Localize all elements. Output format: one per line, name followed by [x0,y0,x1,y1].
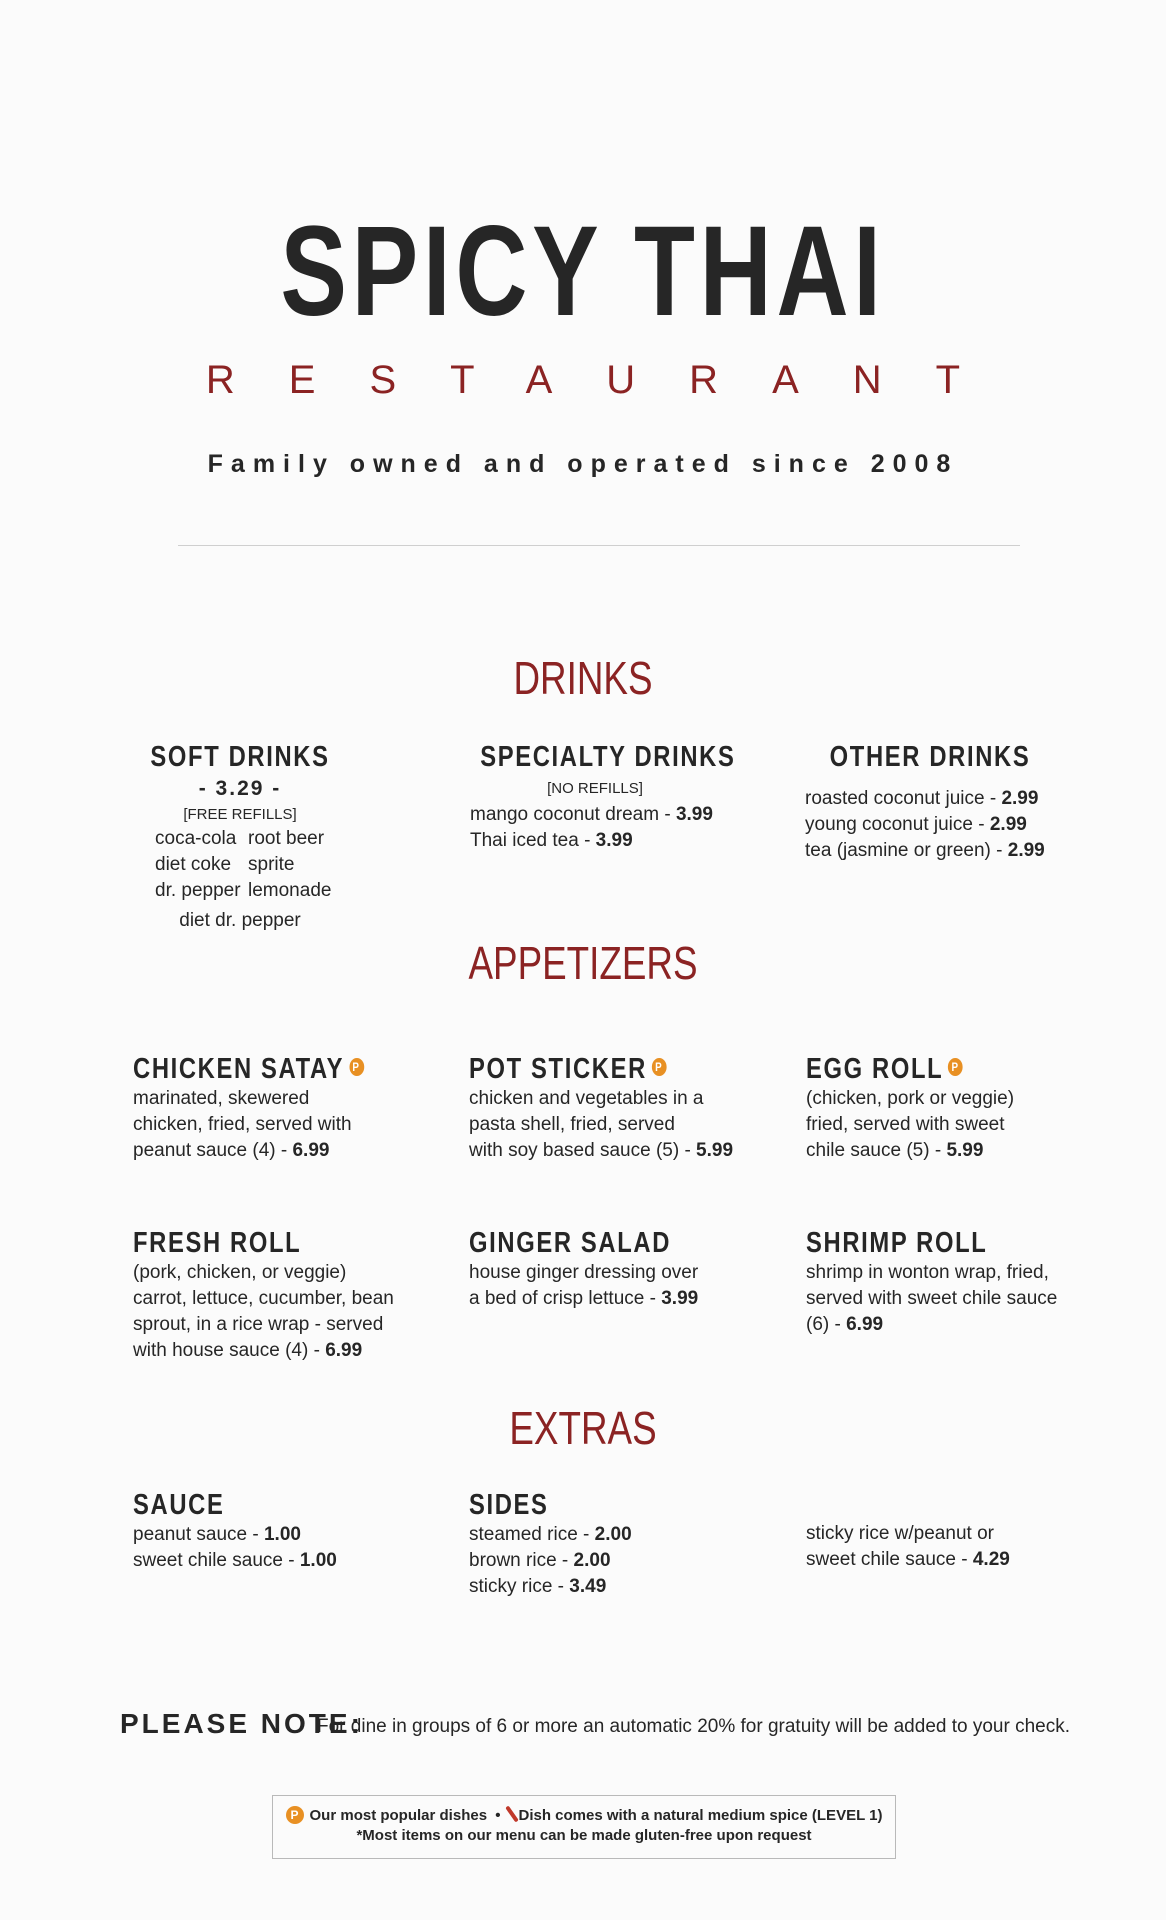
item-title: GINGER SALAD [469,1227,672,1259]
menu-item-chicken-satay [133,1055,415,1164]
item-title: SIDES [469,1489,549,1521]
soft-drinks-col1 [155,826,241,904]
menu-item-sides [469,1491,632,1600]
list-item: dr. pepper [155,880,241,901]
restaurant-name: SPICY THAI [280,200,886,343]
menu-item-fresh-roll [133,1229,394,1364]
legend-gluten-free-text: *Most items on our menu can be made gluten-free upon request [356,1827,812,1844]
menu-item-sticky-rice-special: sticky rice w/peanut or sweet chile sauce - 4.29 [806,1523,1010,1570]
list-item: sticky rice - 3.49 [469,1576,607,1597]
list-item: mango coconut dream - 3.99 [470,804,713,825]
item-description: marinated, skewered chicken, fried, served with peanut sauce (4) - 6.99 [133,1088,352,1161]
item-description [133,1522,337,1574]
menu-item-sauce [133,1491,337,1574]
please-note-text: For dine in groups of 6 or more an automatic 20% for gratuity will be added to your check. [317,1716,1071,1737]
legend-spice-text: Dish comes with a natural medium spice (LEVEL 1) [518,1807,883,1824]
soft-drinks-title: SOFT DRINKS [150,741,330,773]
list-item: sweet chile sauce - 1.00 [133,1550,337,1571]
soft-drinks-refill-note: [FREE REFILLS] [183,806,297,823]
item-description [469,1522,632,1600]
menu-item-egg-roll [806,1055,1014,1164]
item-title: POT STICKER [469,1053,647,1085]
specialty-drinks-title: SPECIALTY DRINKS [480,741,736,773]
item-title: CHICKEN SATAY [133,1053,345,1085]
list-item: tea (jasmine or green) - 2.99 [805,840,1045,861]
soft-drinks-col2 [248,826,331,904]
popular-icon: P [652,1058,667,1076]
list-item: root beer [248,828,325,849]
restaurant-subtitle: RESTAURANT [205,358,1015,402]
popular-icon: P [948,1058,963,1076]
menu-item-shrimp-roll [806,1229,1057,1338]
list-item: sprite [248,854,295,875]
soft-drinks-block [120,743,360,934]
list-item: peanut sauce - 1.00 [133,1524,301,1545]
list-item: coca-cola [155,828,237,849]
menu-item-ginger-salad [469,1229,715,1312]
menu-item-pot-sticker [469,1055,733,1164]
please-note-label: PLEASE NOTE: [120,1708,363,1739]
soft-drinks-price: - 3.29 - [198,777,282,800]
popular-icon: P [286,1806,304,1824]
header-divider [178,545,1020,546]
item-description: chicken and vegetables in a pasta shell, fried, served with soy based sauce (5) - 5.99 [469,1088,734,1161]
specialty-drinks-block [455,743,735,854]
item-title: SAUCE [133,1489,225,1521]
popular-icon: P [349,1058,364,1076]
tagline: Family owned and operated since 2008 [207,450,959,478]
legend-separator: • [495,1807,501,1824]
list-item: young coconut juice - 2.99 [805,814,1027,835]
specialty-refill-note: [NO REFILLS] [547,780,643,797]
item-title: EGG ROLL [806,1053,944,1085]
drinks-section-title: DRINKS [513,652,653,704]
item-description: (chicken, pork or veggie) fried, served with sweet chile sauce (5) - 5.99 [806,1088,1015,1161]
other-drinks-list [805,786,1055,864]
extras-section-title: EXTRAS [509,1402,657,1454]
list-item: diet dr. pepper [179,910,301,931]
list-item: diet coke [155,854,232,875]
appetizers-section-title: APPETIZERS [468,937,698,989]
item-description: shrimp in wonton wrap, fried, served with sweet chile sauce (6) - 6.99 [806,1262,1058,1335]
item-description: (pork, chicken, or veggie) carrot, lettuce, cucumber, bean sprout, in a rice wrap - served with house sauce (4) - 6.99 [133,1262,394,1361]
item-title: SHRIMP ROLL [806,1227,988,1259]
list-item: roasted coconut juice - 2.99 [805,788,1039,809]
legend-box [272,1795,896,1859]
other-drinks-title: OTHER DRINKS [829,741,1031,773]
list-item: brown rice - 2.00 [469,1550,611,1571]
list-item: lemonade [248,880,332,901]
list-item: steamed rice - 2.00 [469,1524,632,1545]
specialty-list [455,802,735,854]
legend-popular-text: Our most popular dishes [309,1807,488,1824]
list-item: Thai iced tea - 3.99 [470,830,633,851]
other-drinks-block [805,743,1055,864]
item-title: FRESH ROLL [133,1227,302,1259]
item-description: house ginger dressing over a bed of crisp lettuce - 3.99 [469,1262,699,1309]
